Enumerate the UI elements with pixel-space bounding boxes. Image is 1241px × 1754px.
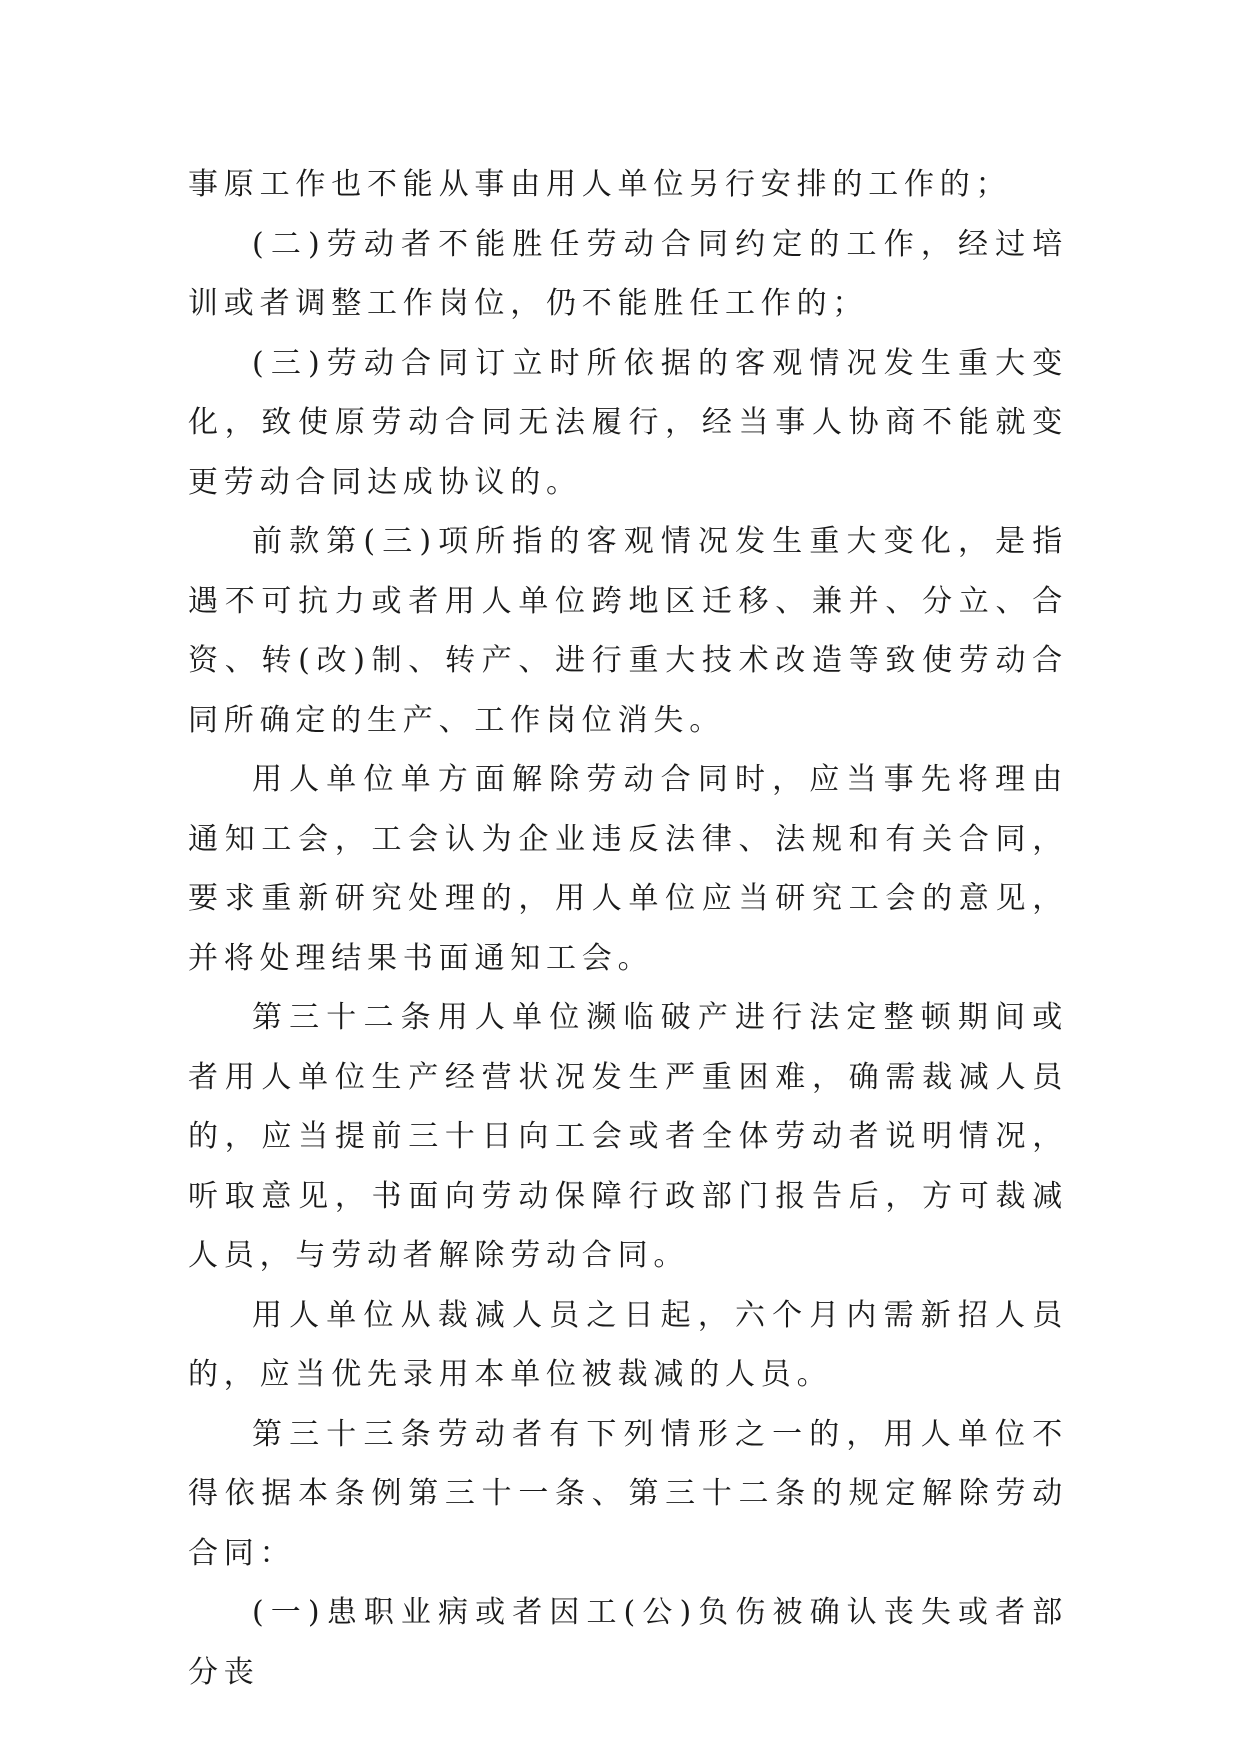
paragraph: (三)劳动合同订立时所依据的客观情况发生重大变化，致使原劳动合同无法履行，经当事人协商不能就变更劳动合同达成协议的。 xyxy=(188,345,1068,500)
paragraph: 用人单位从裁减人员之日起，六个月内需新招人员的，应当优先录用本单位被裁减的人员。 xyxy=(188,1297,1068,1392)
article-33-paragraph: 第三十三条劳动者有下列情形之一的，用人单位不得依据本条例第三十一条、第三十二条的规定解除劳动合同： xyxy=(188,1416,1068,1571)
paragraph: 事原工作也不能从事由用人单位另行安排的工作的； xyxy=(188,167,1012,202)
paragraph: 前款第(三)项所指的客观情况发生重大变化，是指遇不可抗力或者用人单位跨地区迁移、兼并、分立、合资、转(改)制、转产、进行重大技术改造等致使劳动合同所确定的生产、工作岗位消失。 xyxy=(188,524,1068,738)
paragraph: (二)劳动者不能胜任劳动合同约定的工作，经过培训或者调整工作岗位，仍不能胜任工作的； xyxy=(188,226,1068,321)
document-body xyxy=(188,155,1068,1702)
article-32-paragraph: 第三十二条用人单位濒临破产进行法定整顿期间或者用人单位生产经营状况发生严重困难，确需裁减人员的，应当提前三十日向工会或者全体劳动者说明情况，听取意见，书面向劳动保障行政部门报告后，方可裁减人员，与劳动者解除劳动合同。 xyxy=(188,1000,1068,1273)
paragraph: (一)患职业病或者因工(公)负伤被确认丧失或者部分丧 xyxy=(188,1595,1068,1690)
paragraph: 用人单位单方面解除劳动合同时，应当事先将理由通知工会，工会认为企业违反法律、法规和有关合同，要求重新研究处理的，用人单位应当研究工会的意见，并将处理结果书面通知工会。 xyxy=(188,762,1068,976)
